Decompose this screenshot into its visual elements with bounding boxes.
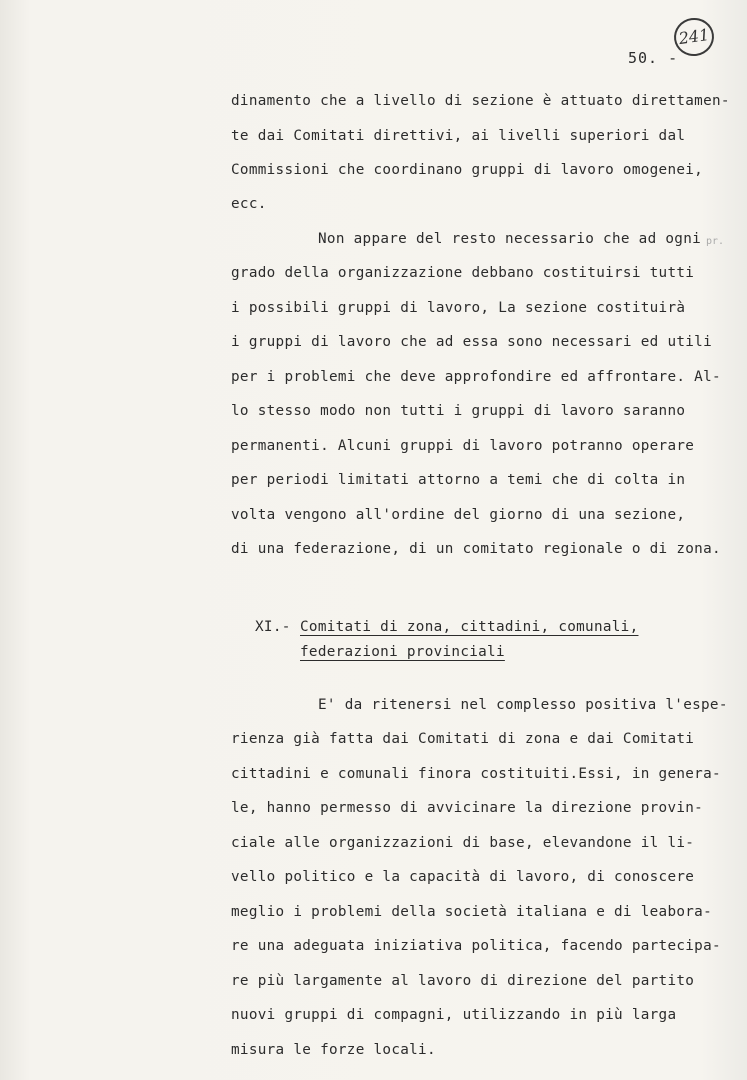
text-line: cittadini e comunali finora costituiti.Essi, in genera- [231, 766, 721, 782]
page-number: 50. - [628, 49, 679, 67]
text-line: nuovi gruppi di compagni, utilizzando in più larga [231, 1007, 677, 1023]
text-line: i possibili gruppi di lavoro, La sezione costituirà [231, 300, 686, 316]
text-line: ciale alle organizzazioni di base, elevandone il li- [231, 835, 695, 851]
text-line: lo stesso modo non tutti i gruppi di lavoro saranno [231, 403, 686, 419]
section-number: XI.- [255, 619, 291, 635]
section-title-continued: federazioni provinciali [300, 644, 505, 660]
text-line: di una federazione, di un comitato regionale o di zona. [231, 541, 721, 557]
text-line: le, hanno permesso di avvicinare la direzione provin- [231, 800, 704, 816]
text-line: dinamento che a livello di sezione è attuato direttamen- [231, 93, 730, 109]
text-line: grado della organizzazione debbano costituirsi tutti [231, 265, 695, 281]
text-line: per periodi limitati attorno a temi che di colta in [231, 472, 686, 488]
text-line: vello politico e la capacità di lavoro, di conoscere [231, 869, 695, 885]
text-line: meglio i problemi della società italiana e di leabora- [231, 904, 713, 920]
text-line: rienza già fatta dai Comitati di zona e dai Comitati [231, 731, 695, 747]
text-line: i gruppi di lavoro che ad essa sono necessari ed utili [231, 334, 713, 350]
text-line: Commissioni che coordinano gruppi di lavoro omogenei, [231, 162, 704, 178]
text-line: misura le forze locali. [231, 1042, 436, 1058]
text-line: per i problemi che deve approfondire ed affrontare. Al- [231, 369, 721, 385]
text-line: permanenti. Alcuni gruppi di lavoro potranno operare [231, 438, 695, 454]
archive-stamp: 241 [672, 15, 717, 58]
text-line: re più largamente al lavoro di direzione del partito [231, 973, 695, 989]
text-line: re una adeguata iniziativa politica, facendo partecipa- [231, 938, 721, 954]
text-line: te dai Comitati direttivi, ai livelli superiori dal [231, 128, 686, 144]
text-line: ecc. [231, 196, 267, 212]
margin-mark: pr. [706, 236, 725, 247]
text-line: volta vengono all'ordine del giorno di una sezione, [231, 507, 686, 523]
text-line: Non appare del resto necessario che ad ogni [318, 231, 702, 247]
section-title: Comitati di zona, cittadini, comunali, [300, 619, 639, 635]
text-line: E' da ritenersi nel complesso positiva l'espe- [318, 697, 728, 713]
